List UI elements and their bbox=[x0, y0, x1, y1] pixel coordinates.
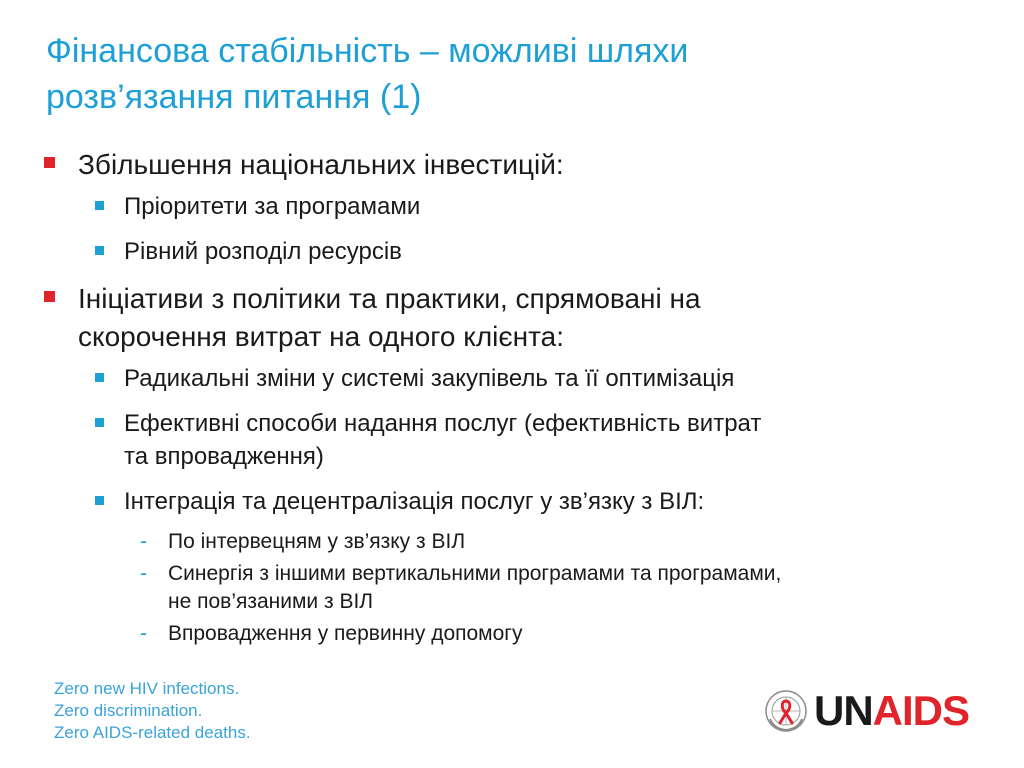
dash-bullet-icon: - bbox=[140, 562, 147, 585]
sub-bullet-text: Рівний розподіл ресурсів bbox=[124, 238, 402, 265]
sub-bullet-text: Пріоритети за програмами bbox=[124, 193, 421, 220]
dash-item-text-line-1: Синергія з іншими вертикальними програмами та програмами, bbox=[168, 562, 782, 585]
blue-square-bullet-icon bbox=[95, 246, 104, 255]
sub-bullet-item bbox=[40, 485, 980, 518]
bullet-item bbox=[40, 146, 980, 184]
tagline-line-2: Zero discrimination. bbox=[54, 701, 203, 720]
unaids-logo bbox=[764, 686, 969, 736]
blue-square-bullet-icon bbox=[95, 201, 104, 210]
blue-square-bullet-icon bbox=[95, 373, 104, 382]
red-square-bullet-icon bbox=[44, 291, 55, 302]
bullet-text: Збільшення національних інвестицій: bbox=[78, 149, 564, 180]
slide-body bbox=[40, 146, 980, 652]
dash-item bbox=[40, 528, 980, 556]
unaids-wordmark bbox=[814, 686, 969, 736]
sub-bullet-text-line-2: та впровадження) bbox=[124, 443, 324, 470]
dash-bullet-icon: - bbox=[140, 530, 147, 553]
dash-item-text: По інтервецням у зв’язку з ВІЛ bbox=[168, 530, 466, 553]
logo-text-aids: AIDS bbox=[872, 687, 970, 734]
sub-bullet-text: Радикальні зміни у системі закупівель та її оптимізація bbox=[124, 365, 735, 392]
un-emblem-with-red-ribbon-icon bbox=[764, 689, 808, 733]
bullet-text-line-1: Ініціативи з політики та практики, спрямовані на bbox=[78, 283, 701, 314]
sub-bullet-text: Інтеграція та децентралізація послуг у зв’язку з ВІЛ: bbox=[124, 488, 705, 515]
dash-item-text-line-2: не пов’язаними з ВІЛ bbox=[168, 590, 374, 613]
red-square-bullet-icon bbox=[44, 157, 55, 168]
blue-square-bullet-icon bbox=[95, 418, 104, 427]
title-line-2: розв’язання питання (1) bbox=[46, 78, 422, 116]
bullet-text-line-2: скорочення витрат на одного клієнта: bbox=[78, 321, 564, 352]
dash-item-text: Впровадження у первинну допомогу bbox=[168, 622, 523, 645]
bullet-item bbox=[40, 280, 980, 356]
logo-text-un: UN bbox=[814, 687, 873, 734]
dash-bullet-icon: - bbox=[140, 622, 147, 645]
footer-tagline bbox=[54, 678, 251, 744]
slide-title bbox=[46, 28, 946, 120]
dash-item bbox=[40, 620, 980, 648]
tagline-line-1: Zero new HIV infections. bbox=[54, 679, 240, 698]
sub-bullet-item bbox=[40, 362, 980, 395]
blue-square-bullet-icon bbox=[95, 496, 104, 505]
sub-bullet-item bbox=[40, 190, 980, 223]
sub-bullet-item bbox=[40, 235, 980, 268]
title-line-1: Фінансова стабільність – можливі шляхи bbox=[46, 32, 689, 70]
tagline-line-3: Zero AIDS-related deaths. bbox=[54, 723, 251, 742]
sub-bullet-text-line-1: Ефективні способи надання послуг (ефективність витрат bbox=[124, 410, 762, 437]
dash-item bbox=[40, 560, 980, 616]
sub-bullet-item bbox=[40, 407, 980, 473]
